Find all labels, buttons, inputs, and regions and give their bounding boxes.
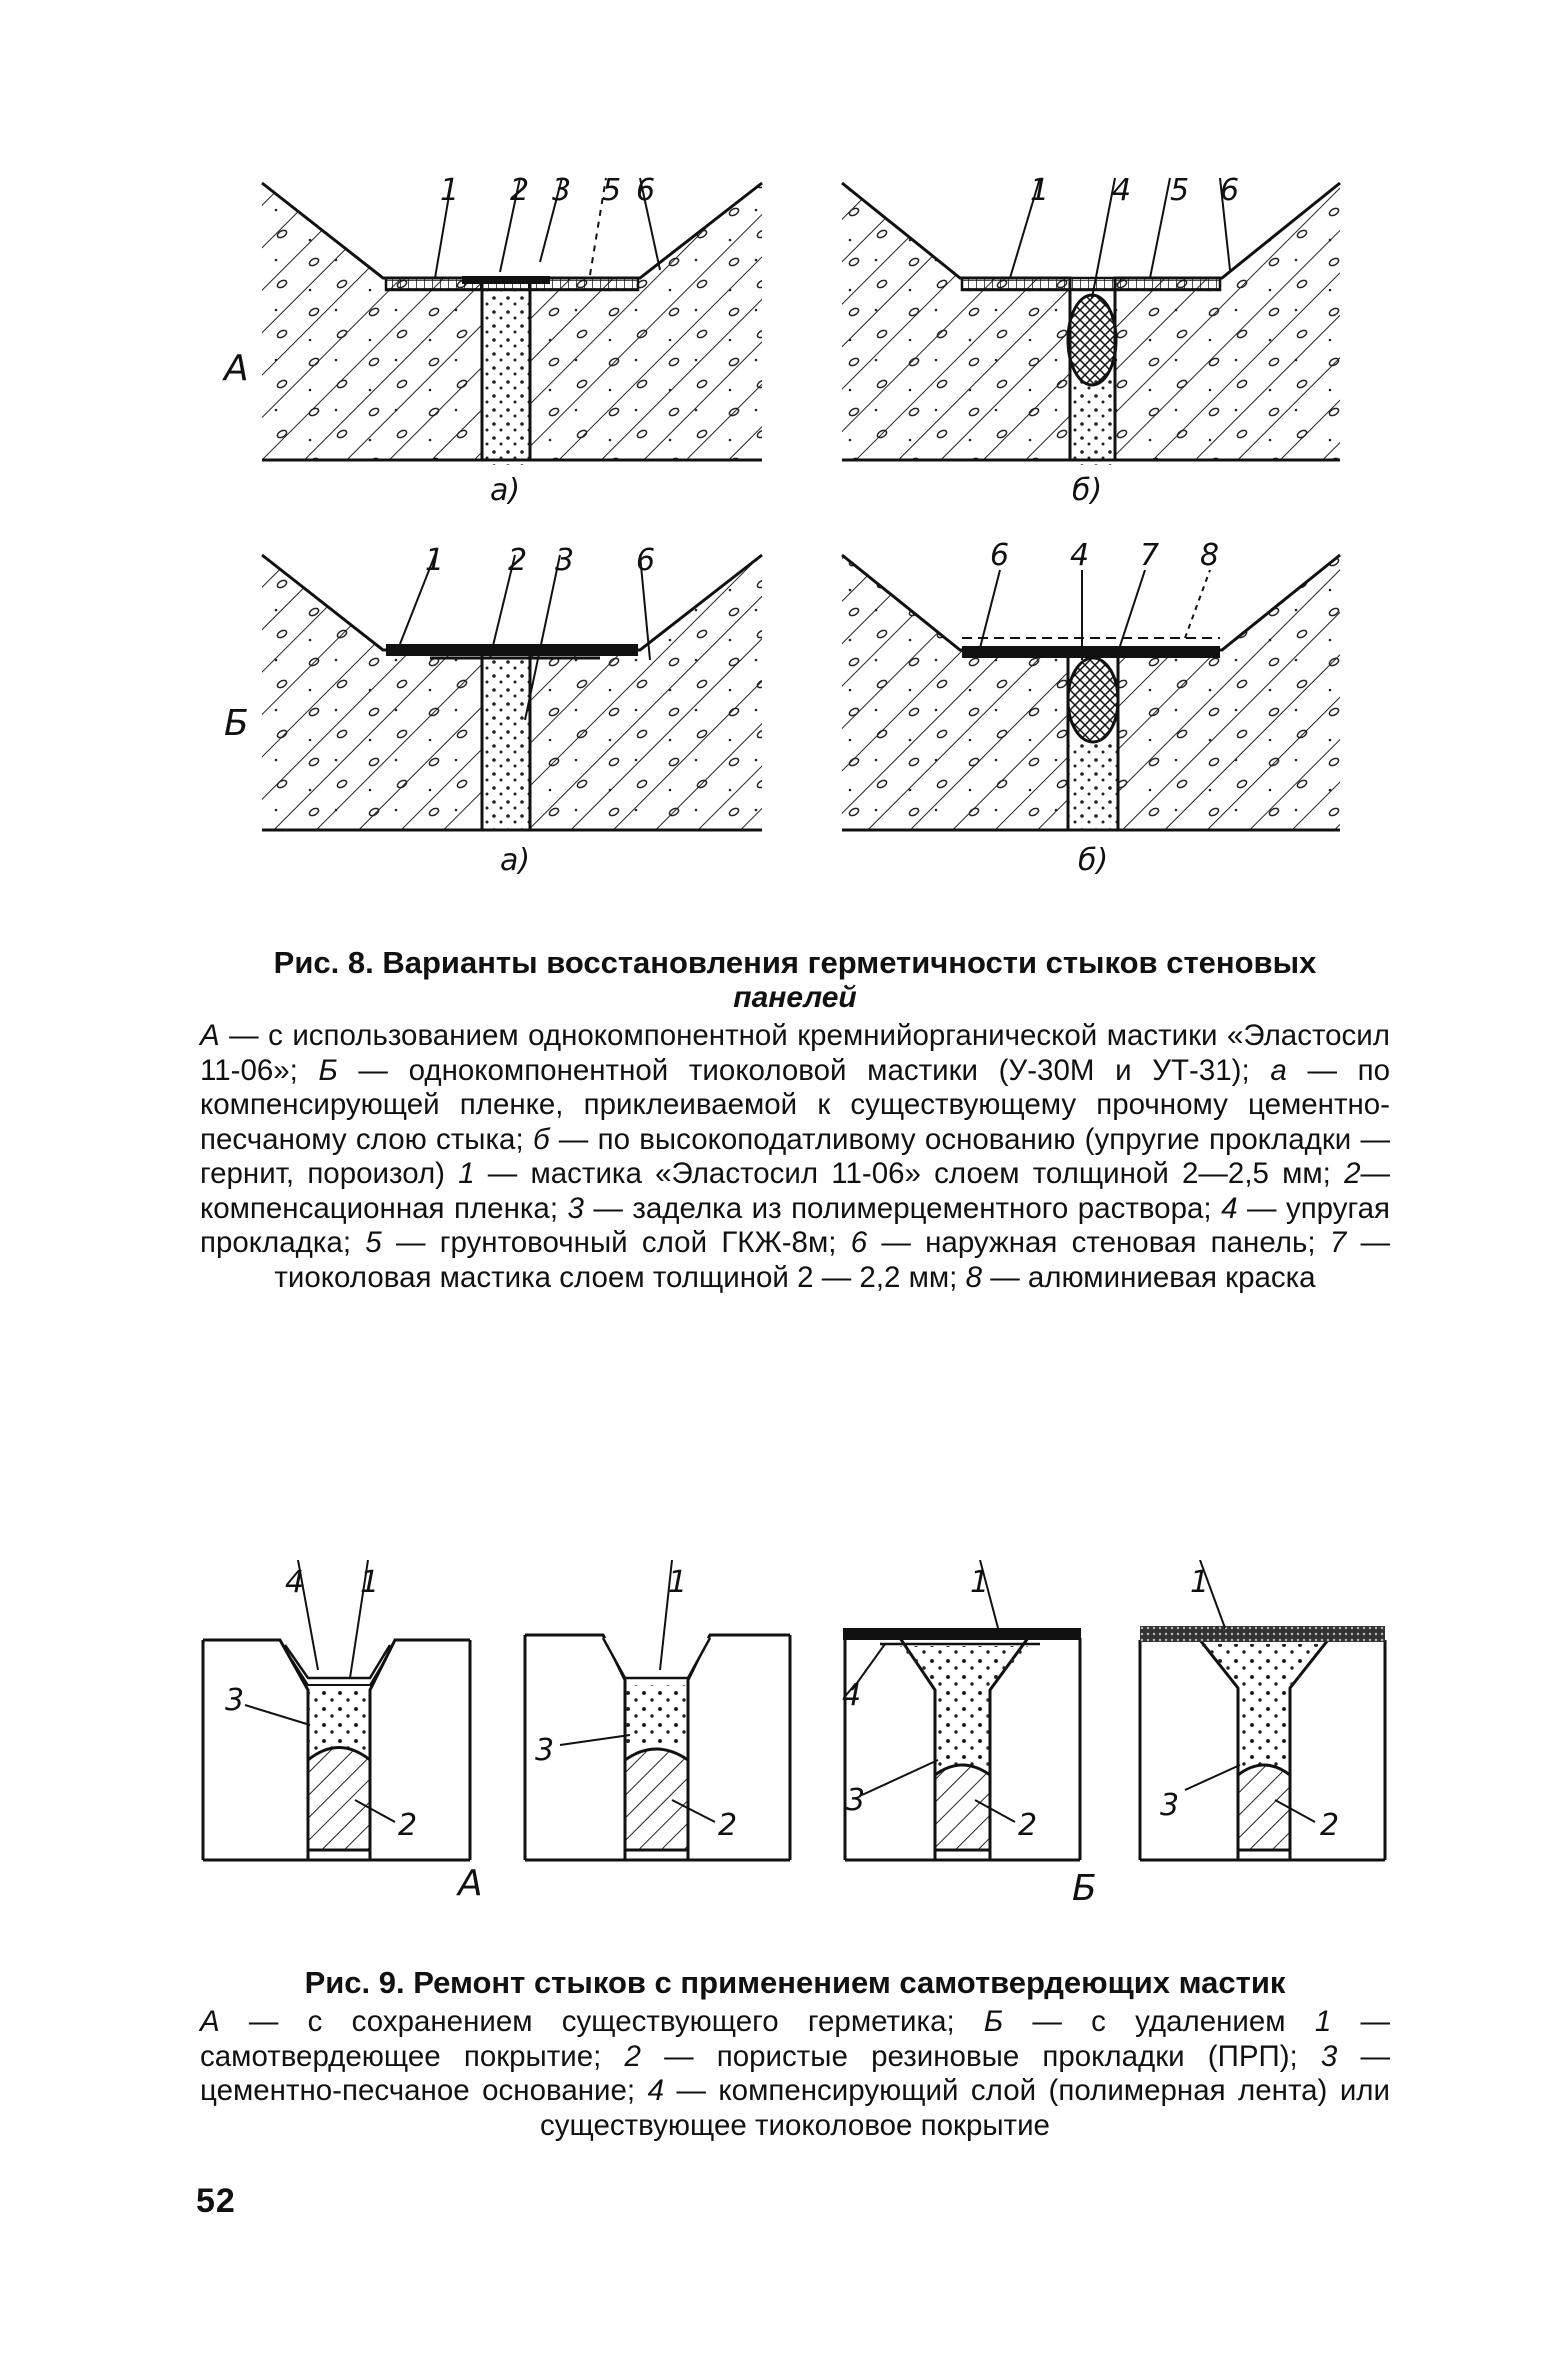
callout-1: 1 xyxy=(668,1565,688,1600)
callout-6: 6 xyxy=(1220,173,1240,208)
figure-8-caption xyxy=(200,945,1390,1295)
legend-text: — наружная стеновая панель; xyxy=(867,1226,1330,1259)
callout-4: 4 xyxy=(842,1678,862,1713)
panel-9-3 xyxy=(842,1560,1081,1860)
legend-text: — мастика «Эластосил 11-06» слоем толщиной 2—2,5 мм; xyxy=(474,1157,1345,1190)
panel-9-2 xyxy=(525,1560,790,1860)
group-label-A: А xyxy=(458,1863,483,1904)
legend-key: 3 xyxy=(567,1191,584,1225)
callout-6: 6 xyxy=(636,543,656,578)
figure-8-title: Рис. 8. Варианты восстановления герметичности стыков стеновых xyxy=(273,945,1317,980)
legend-key: 7 xyxy=(1329,1226,1347,1259)
figure-8-title-cont: панелей xyxy=(733,981,857,1014)
figure-9-drawing xyxy=(0,1560,1560,1940)
sub-label: б) xyxy=(1072,473,1103,508)
callout-1: 1 xyxy=(440,173,460,208)
panel-9-4 xyxy=(1140,1560,1385,1860)
callout-4: 4 xyxy=(285,1565,305,1600)
legend-key: Б xyxy=(983,2005,1004,2038)
callout-2: 2 xyxy=(510,173,530,208)
sub-label: а) xyxy=(500,843,531,878)
callout-5: 5 xyxy=(602,173,622,208)
callout-8: 8 xyxy=(1200,538,1220,573)
legend-text: — алюминиевая краска xyxy=(982,1260,1316,1294)
callout-1: 1 xyxy=(425,543,445,578)
callout-4: 4 xyxy=(1112,173,1132,208)
callout-2: 2 xyxy=(508,543,528,578)
callout-2: 2 xyxy=(398,1808,418,1843)
legend-text: — с удалением xyxy=(1003,2005,1315,2038)
callout-3: 3 xyxy=(555,543,575,578)
figure-9-legend xyxy=(200,2005,1390,2143)
figure-9-caption xyxy=(200,1965,1390,2143)
callout-3: 3 xyxy=(552,173,572,208)
row-label-A: А xyxy=(224,348,249,389)
legend-text: — по компенсирующей пленке, приклеиваемой к существующему прочному цементно-песчаному слою стыка; xyxy=(200,1053,1390,1156)
callout-3: 3 xyxy=(1160,1788,1180,1823)
legend-key: б xyxy=(532,1122,550,1156)
legend-key: А xyxy=(200,2005,220,2038)
panel-B-a xyxy=(262,543,762,878)
legend-text: — с сохранением существующего герметика; xyxy=(219,2005,984,2038)
callout-4: 4 xyxy=(1070,538,1090,573)
legend-text: — заделка из полимерцементного раствора; xyxy=(583,1191,1222,1225)
legend-key: 1 xyxy=(1314,2005,1332,2038)
legend-key: 1 xyxy=(458,1157,475,1190)
legend-text: — однокомпонентной тиоколовой мастики (У-30М и УТ-31); xyxy=(337,1053,1271,1087)
callout-3: 3 xyxy=(535,1733,555,1768)
callout-5: 5 xyxy=(1170,173,1190,208)
panel-A-a xyxy=(262,173,762,508)
callout-2: 2 xyxy=(1320,1808,1340,1843)
legend-key: 6 xyxy=(850,1226,868,1259)
legend-key: 5 xyxy=(365,1226,382,1259)
sub-label: а) xyxy=(490,473,521,508)
legend-key: 4 xyxy=(647,2074,664,2107)
callout-2: 2 xyxy=(718,1808,738,1843)
legend-text: — цементно-песчаное основание; xyxy=(200,2039,1390,2107)
row-label-B: Б xyxy=(224,703,249,744)
callout-3: 3 xyxy=(225,1683,245,1718)
figure-8-legend xyxy=(200,1019,1390,1295)
panel-B-b xyxy=(842,538,1340,878)
legend-text: — компенсационная пленка; xyxy=(200,1157,1390,1225)
callout-1: 1 xyxy=(970,1565,990,1600)
legend-key: 4 xyxy=(1221,1191,1238,1225)
page-number: 52 xyxy=(196,2182,236,2220)
callout-3: 3 xyxy=(846,1783,866,1818)
legend-key: 8 xyxy=(965,1260,982,1294)
legend-text: — тиоколовая мастика слоем толщиной 2 — 2,2 мм; xyxy=(274,1226,1391,1294)
figure-8-drawing xyxy=(0,0,1560,900)
legend-key: а xyxy=(1270,1053,1287,1087)
callout-6: 6 xyxy=(990,538,1010,573)
legend-key: 2 xyxy=(1344,1157,1361,1190)
callout-1: 1 xyxy=(360,1565,380,1600)
legend-text: — компенсирующий слой (полимерная лента) или существующее тиоколовое покрытие xyxy=(540,2074,1390,2142)
legend-text: — грунтовочный слой ГКЖ-8м; xyxy=(381,1226,851,1259)
panel-9-1 xyxy=(203,1560,470,1860)
legend-text: — упругая прокладка; xyxy=(200,1191,1390,1259)
legend-key: 2 xyxy=(624,2039,641,2073)
legend-text: — по высокоподатливому основанию (упругие прокладки — гернит, пороизол) xyxy=(200,1122,1391,1190)
group-label-B: Б xyxy=(1072,1868,1097,1909)
legend-key: А xyxy=(200,1019,220,1052)
callout-1: 1 xyxy=(1190,1565,1210,1600)
legend-text: — самотвердеющее покрытие; xyxy=(200,2005,1390,2073)
legend-key: Б xyxy=(318,1053,338,1087)
callout-1: 1 xyxy=(1030,173,1050,208)
callout-2: 2 xyxy=(1018,1808,1038,1843)
legend-text: — с использованием однокомпонентной кремнийорганической мастики «Эластосил 11-06»; xyxy=(200,1019,1390,1087)
callout-6: 6 xyxy=(636,173,656,208)
legend-key: 3 xyxy=(1320,2039,1338,2073)
callout-7: 7 xyxy=(1140,538,1160,573)
figure-9-title: Рис. 9. Ремонт стыков с применением самотвердеющих мастик xyxy=(304,1965,1286,2000)
legend-text: — пористые резиновые прокладки (ПРП); xyxy=(640,2039,1321,2073)
panel-A-b xyxy=(842,173,1340,508)
sub-label: б) xyxy=(1078,843,1109,878)
